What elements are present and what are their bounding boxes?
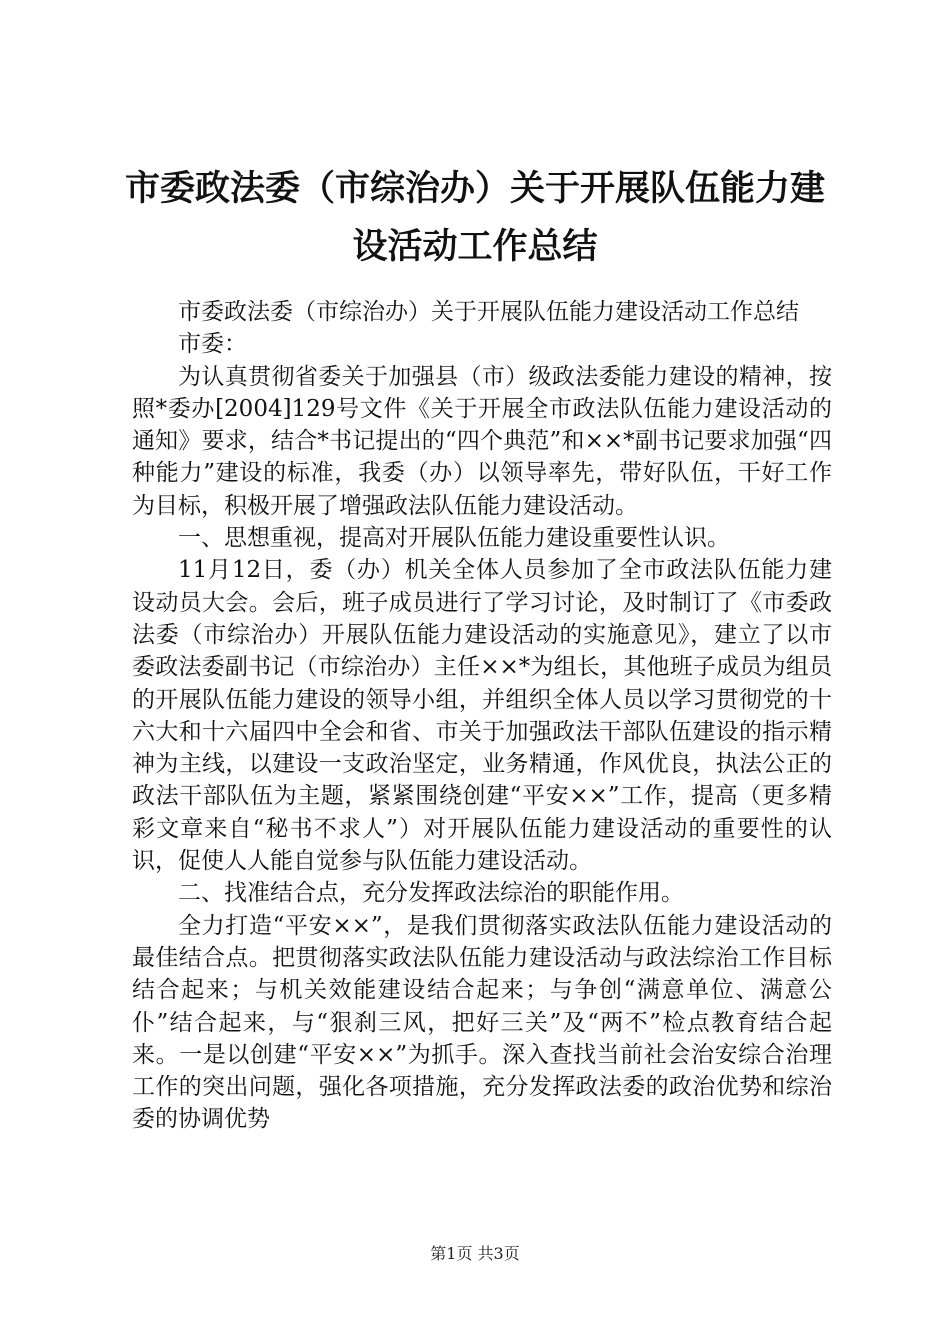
section-heading-2: 二、找准结合点，充分发挥政法综治的职能作用。 [178,880,684,907]
title-line-1: 市委政法委（市综治办）关于开展队伍能力建 [124,169,825,209]
section-2-paragraph: 全力打造“平安××”，是我们贯彻落实政法队伍能力建设活动的最佳结合点。把贯彻落实政法队伍能力建设活动与政法综治工作目标结合起来；与机关效能建设结合起来；与争创“满意单位、满意公仆”结合起来，与“狠刹三风，把好三关”及“两不”检点教育结合起来。一是以创建“平安××”为抓手。深入查找当前社会治安综合治理工作的突出问题，强化各项措施，充分发挥政法委的政治优势和综治委的协调优势 [132,912,832,1133]
page-number-footer: 第1页 共3页 [430,1244,520,1263]
section-1-paragraph: 11月12日，委（办）机关全体人员参加了全市政法队伍能力建设动员大会。会后，班子成员进行了学习讨论，及时制订了《市委政法委（市综治办）开展队伍能力建设活动的实施意见》，建立了以市委政法委副书记（市综治办）主任××*为组长，其他班子成员为组员的开展队伍能力建设的领导小组，并组织全体人员以学习贯彻党的十六大和十六届四中全会和省、市关于加强政法干部队伍建设的指示精神为主线，以建设一支政治坚定，业务精通，作风优良，执法公正的政法干部队伍为主题，紧紧围绕创建“平安××”工作，提高（更多精彩文章来自“秘书不求人”）对开展队伍能力建设活动的重要性的认识，促使人人能自觉参与队伍能力建设活动。 [132,557,832,875]
section-heading-1: 一、思想重视，提高对开展队伍能力建设重要性认识。 [178,525,730,552]
subtitle-paragraph: 市委政法委（市综治办）关于开展队伍能力建设活动工作总结 [178,299,799,325]
salutation: 市委： [178,331,247,358]
intro-paragraph: 为认真贯彻省委关于加强县（市）级政法委能力建设的精神，按照*委办[2004]129号文件《关于开展全市政法队伍能力建设活动的通知》要求，结合*书记提出的“四个典范”和××*副书记要求加强“四种能力”建设的标准，我委（办）以领导率先，带好队伍，干好工作为目标，积极开展了增强政法队伍能力建设活动。 [132,363,832,519]
document-body [132,296,832,1136]
title-line-2: 设活动工作总结 [352,227,598,267]
document-title [118,160,832,276]
